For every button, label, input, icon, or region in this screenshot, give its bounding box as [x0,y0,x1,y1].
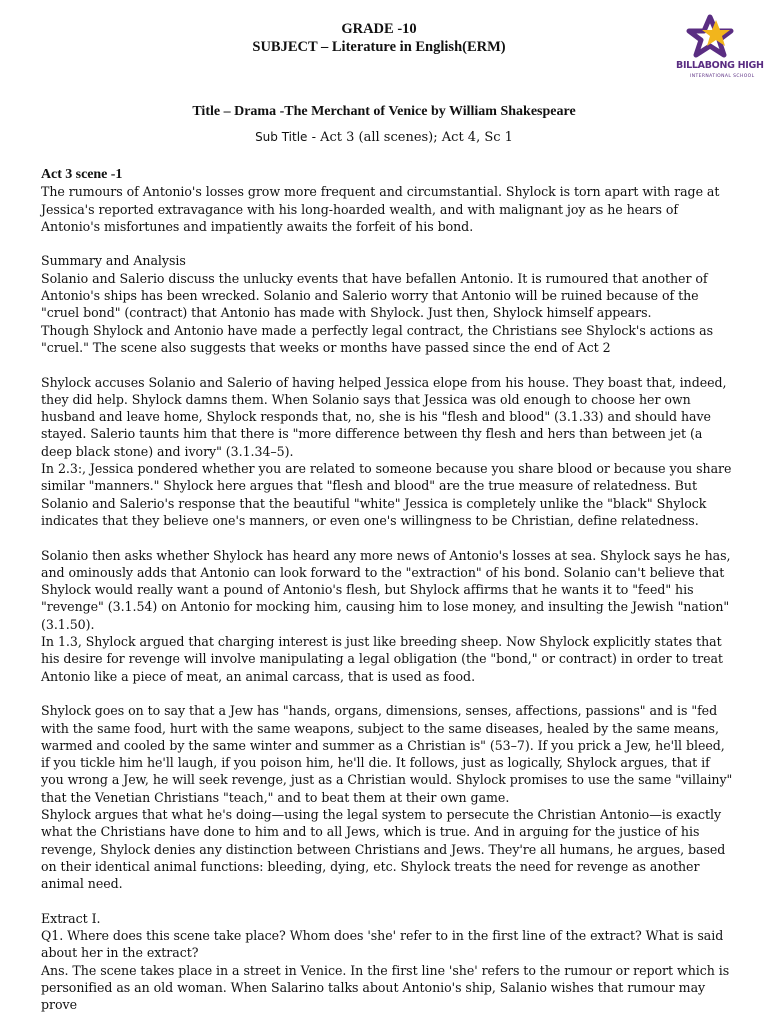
subject-label: SUBJECT – Literature in English(ERM) [252,39,506,55]
summary-heading: Summary and Analysis [41,253,186,269]
paragraph-3: Shylock accuses Solanio and Salerio of having helped Jessica elope from his house. They boast that, indeed, they did help. Shylock damns them. When Solanio says that Jessica was old enough to choose her own husband and leave home, Shylock responds that, no, she is his "flesh and blood" (3.1.33) and should have stayed. Salerio taunts him that there is "more difference between thy flesh and hers than between jet (a deep black stone) and ivory" (3.1.34–5). [41,374,727,459]
paragraph-6: In 1.3, Shylock argued that charging interest is just like breeding sheep. Now Shylock explicitly states that his desire for revenge will involve manipulating a legal obligation (the "bond," or contract) in order to treat Antonio like a piece of meat, an animal carcass, that is used as food. [41,634,723,684]
intro-paragraph: The rumours of Antonio's losses grow more frequent and circumstantial. Shylock is torn apart with rage at Jessica's reported extravagance with his long-hoarded wealth, and with malignant joy as he hears of Antonio's misfortunes and impatiently awaits the forfeit of his bond. [41,184,720,234]
paragraph-2: Though Shylock and Antonio have made a perfectly legal contract, the Christians see Shylock's actions as "cruel." The scene also suggests that weeks or months have passed since the end of Act 2 [41,322,713,355]
paragraph-8: Shylock argues that what he's doing—using the legal system to persecute the Christian Antonio—is exactly what the Christians have done to him and to all Jews, which is true. And in arguing for the justice of his revenge, Shylock denies any distinction between Christians and Jews. They're all humans, he argues, based on their identical animal functions: bleeding, dying, etc. Shylock treats the need for revenge as another animal need. [41,806,726,892]
grade-label: GRADE -10 [341,21,417,37]
school-logo [676,14,764,84]
document-header [0,20,768,57]
subtitle-text: - Act 3 (all scenes); Act 4, Sc 1 [311,130,513,145]
answer-1: Ans. The scene takes place in a street in Venice. In the first line 'she' refers to the rumour or report which is personified as an old woman. When Salarino talks about Antonio's ship, Salanio wishes that rumour may prove [41,962,730,1013]
document-body [41,166,735,1014]
paragraph-5: Solanio then asks whether Shylock has heard any more news of Antonio's losses at sea. Shylock says he has, and ominously adds that Antonio can look forward to the "extraction" of his bond. Solanio can't believe that Shylock would really want a pound of Antonio's flesh, but Shylock affirms that he wants it to "feed" his "revenge" (3.1.54) on Antonio for mocking him, causing him to lose money, and insulting the Jewish "nation" (3.1.50). [41,547,731,632]
section-heading: Act 3 scene -1 [41,167,123,182]
paragraph-1: Solanio and Salerio discuss the unlucky events that have befallen Antonio. It is rumoured that another of Antonio's ships has been wrecked. Solanio and Salerio worry that Antonio will be ruined because of the "cruel bond" (contract) that Antonio has made with Shylock. Just then, Shylock himself appears. [41,270,708,321]
question-1: Q1. Where does this scene take place? Whom does 'she' refer to in the first line of the extract? What is said about her in the extract? [41,928,724,961]
school-subtext: INTERNATIONAL SCHOOL [690,74,755,79]
page-subtitle [0,130,768,145]
page-title: Title – Drama -The Merchant of Venice by William Shakespeare [192,104,576,119]
subtitle-label: Sub Title [255,130,308,144]
paragraph-7: Shylock goes on to say that a Jew has "hands, organs, dimensions, senses, affections, passions" and is "fed with the same food, hurt with the same weapons, subject to the same diseases, healed by the same means, warmed and cooled by the same winter and summer as a Christian is" (53–7). If you prick a Jew, he'll bleed, if you tickle him he'll laugh, if you poison him, he'll die. It follows, just as logically, Shylock argues, that if you wrong a Jew, he will seek revenge, just as a Christian would. Shylock promises to use the same "villainy" that the Venetian Christians "teach," and to beat them at their own game. [41,703,733,805]
extract-heading: Extract I. [41,910,101,926]
school-name: BILLABONG HIGH [676,60,764,71]
star-logo-icon [676,14,756,62]
paragraph-4: In 2.3:, Jessica pondered whether you are related to someone because you share blood or because you share similar "manners." Shylock here argues that "flesh and blood" are the true measure of relatedness. But Solanio and Salerio's response that the beautiful "white" Jessica is completely unlike the "black" Shylock indicates that they believe one's manners, or even one's willingness to be Christian, define relatedness. [41,461,732,528]
